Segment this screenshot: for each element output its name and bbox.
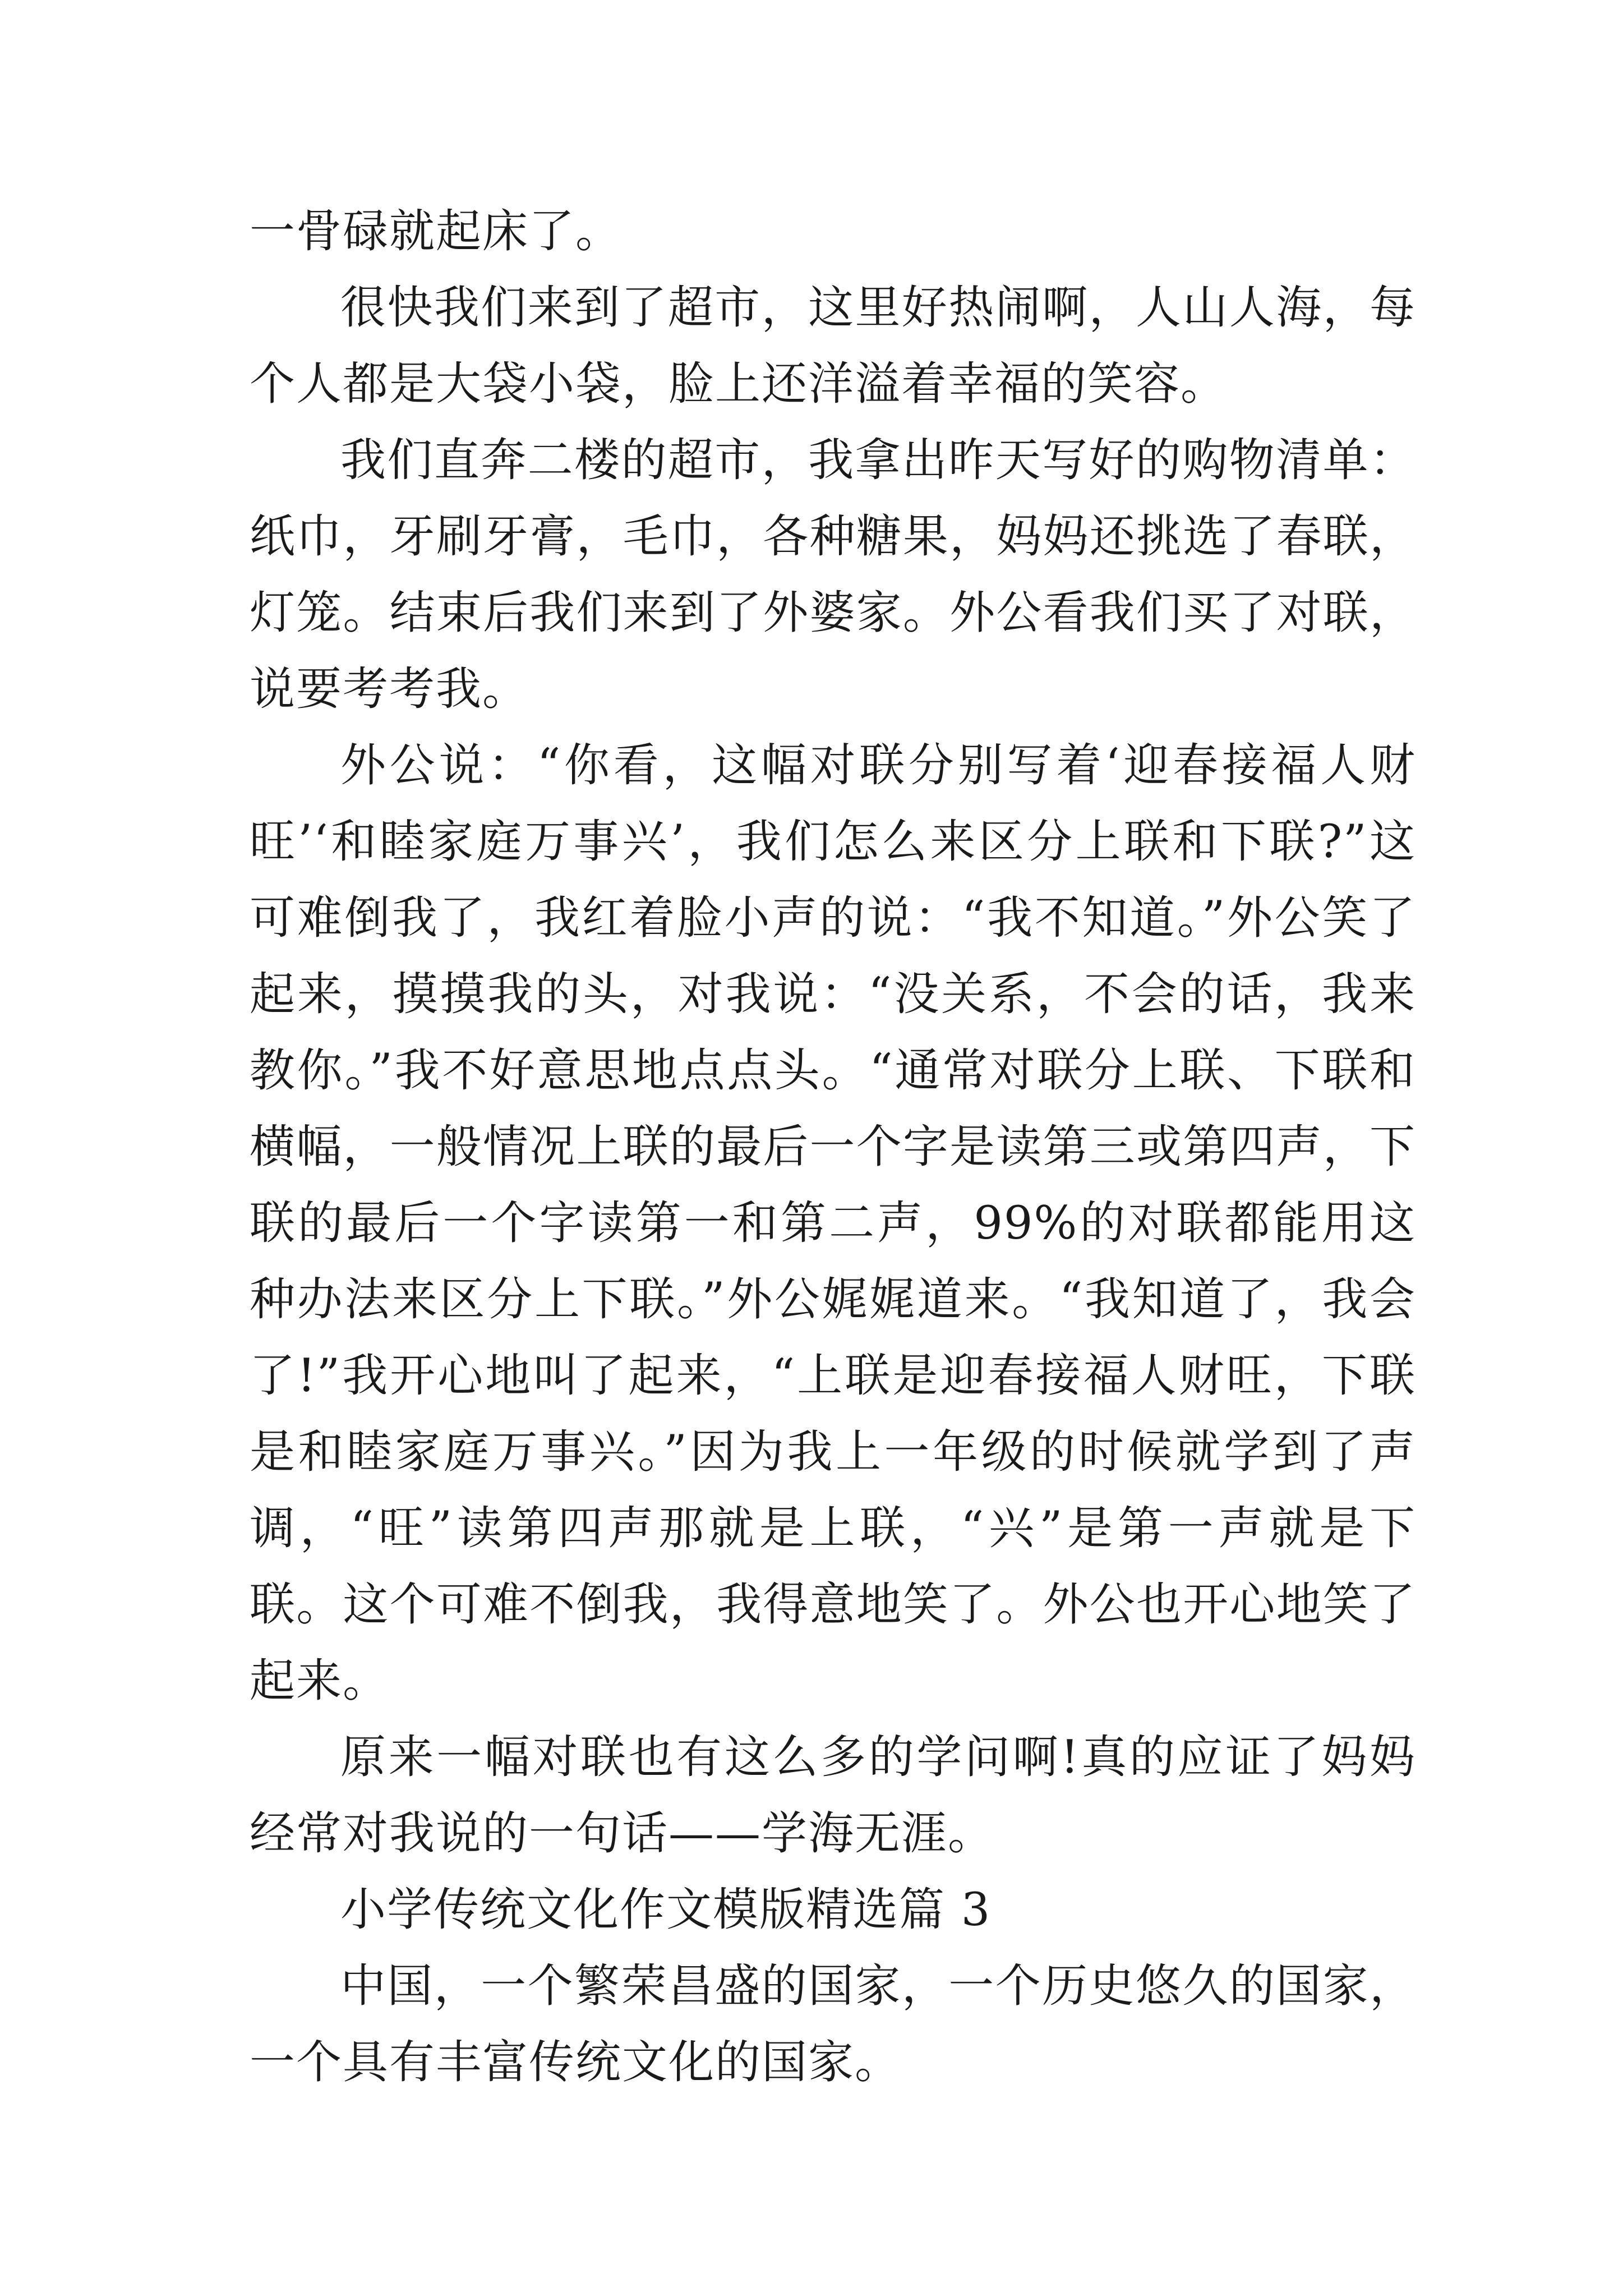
paragraph-6: 中国，一个繁荣昌盛的国家，一个历史悠久的国家，一个具有丰富传统文化的国家。 (250, 1960, 1416, 2089)
section-heading: 小学传统文化作文模版精选篇 3 (340, 1884, 992, 1936)
paragraph-3: 我们直奔二楼的超市，我拿出昨天写好的购物清单：纸巾，牙刷牙膏，毛巾，各种糖果，妈妈还挑选了春联，灯笼。结束后我们来到了外婆家。外公看我们买了对联，说要考考我。 (250, 434, 1416, 716)
paragraph-4: 外公说：“你看，这幅对联分别写着‘迎春接福人财旺’‘和睦家庭万事兴’，我们怎么来区分上联和下联?”这可难倒我了，我红着脸小声的说：“我不知道。”外公笑了起来，摸摸我的头，对我说：“没关系，不会的话，我来教你。”我不好意思地点点头。“通常对联分上联、下联和横幅，一般情况上联的最后一个字是读第三或第四声，下联的最后一个字读第一和第二声，99%的对联都能用这种办法来区分上下联。”外公娓娓道来。“我知道了，我会了!”我开心地叫了起来，“上联是迎春接福人财旺，下联是和睦家庭万事兴。”因为我上一年级的时候就学到了声调，“旺”读第四声那就是上联，“兴”是第一声就是下联。这个可难不倒我，我得意地笑了。外公也开心地笑了起来。 (250, 739, 1416, 1708)
document-body (250, 194, 1416, 2101)
paragraph-2: 很快我们来到了超市，这里好热闹啊，人山人海，每个人都是大袋小袋，脸上还洋溢着幸福的笑容。 (250, 282, 1416, 411)
paragraph-5: 原来一幅对联也有这么多的学问啊!真的应证了妈妈经常对我说的一句话——学海无涯。 (250, 1731, 1416, 1860)
paragraph-1: 一骨碌就起床了。 (250, 205, 623, 258)
